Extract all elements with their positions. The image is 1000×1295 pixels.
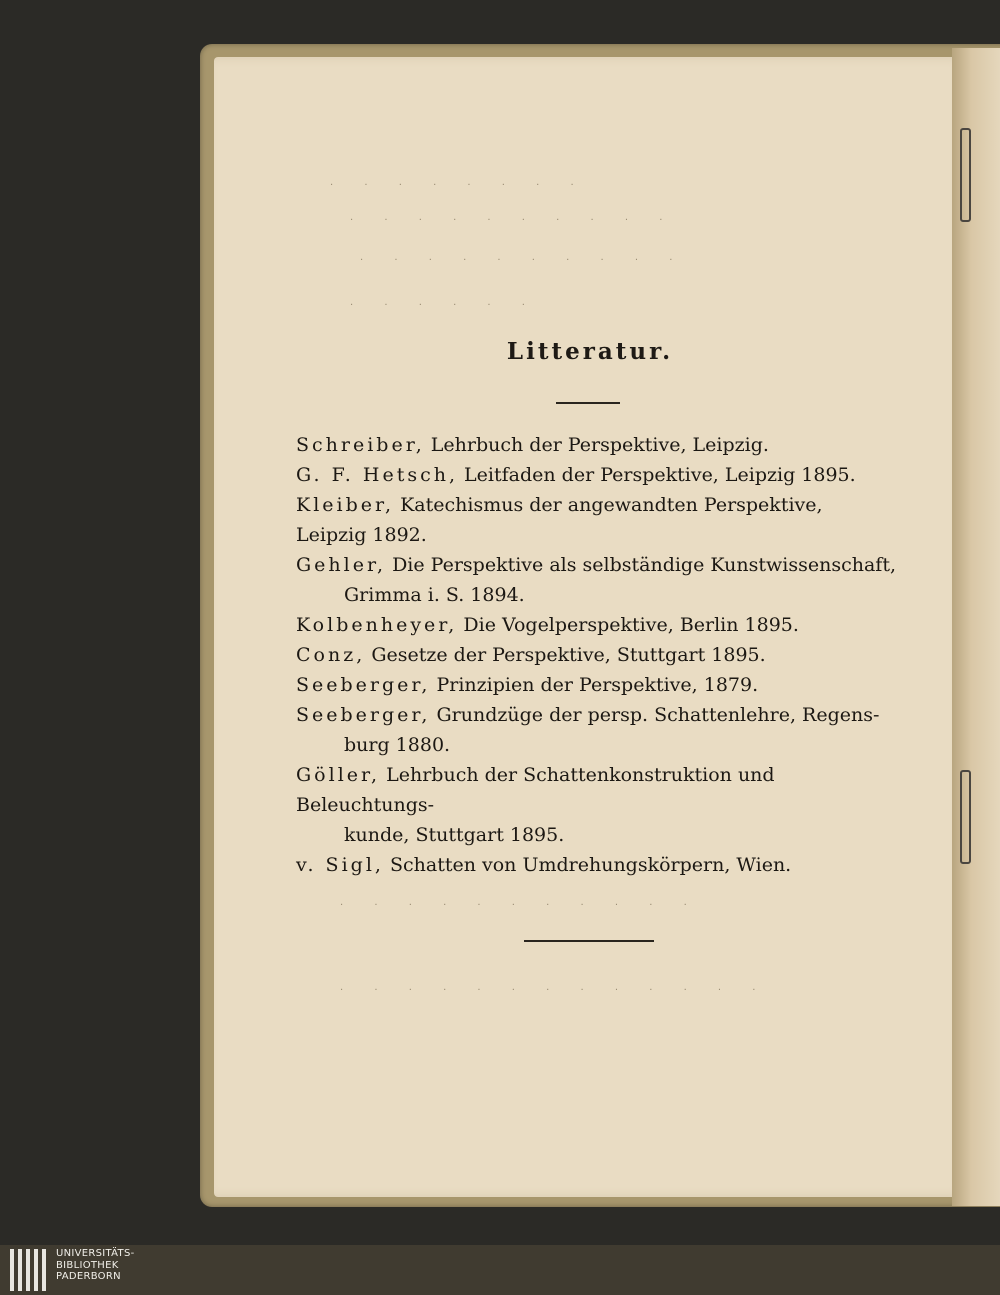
entry-author: G. F. Hetsch, — [296, 464, 458, 486]
show-through-dots: · · · · · · · · · · — [350, 215, 677, 226]
entry-author: Seeberger, — [296, 674, 431, 696]
entry-author: Göller, — [296, 764, 381, 786]
show-through-dots: · · · · · · · · — [330, 180, 588, 191]
library-name-line: UNIVERSITÄTS- — [56, 1248, 135, 1259]
entry-author: Kleiber, — [296, 494, 395, 516]
closing-rule — [524, 940, 654, 942]
entry-author: Seeberger, — [296, 704, 431, 726]
entry-text: Gesetze der Perspektive, Stuttgart 1895. — [371, 644, 766, 666]
entry-author: Schreiber, — [296, 434, 425, 456]
literature-entry — [296, 460, 896, 490]
entry-text: Schatten von Umdrehungskörpern, Wien. — [389, 854, 792, 876]
entry-author: Conz, — [296, 644, 366, 666]
entry-text: Lehrbuch der Perspektive, Leipzig. — [430, 434, 769, 456]
library-footer — [0, 1245, 1000, 1295]
entry-text: Die Perspektive als selbständige Kunstwissenschaft, — [392, 554, 896, 576]
staple-icon — [960, 770, 971, 864]
show-through-dots: · · · · · · · · · · — [360, 255, 687, 266]
library-name-line: PADERBORN — [56, 1271, 121, 1282]
literature-entry — [296, 640, 896, 670]
entry-text: Lehrbuch der Schattenkonstruktion und Beleuchtungs- — [296, 764, 775, 816]
show-through-dots: · · · · · · — [350, 300, 539, 311]
entry-continuation: Grimma i. S. 1894. — [344, 584, 525, 606]
staple-icon — [960, 128, 971, 222]
entry-author: Gehler, — [296, 554, 387, 576]
library-name — [56, 1248, 135, 1283]
entry-text: Prinzipien der Perspektive, 1879. — [436, 674, 759, 696]
literature-list — [296, 430, 896, 880]
heading-rule — [556, 402, 620, 404]
show-through-dots: · · · · · · · · · · · — [340, 900, 701, 911]
library-name-line: BIBLIOTHEK — [56, 1259, 119, 1271]
entry-text: Katechismus der angewandten Perspektive, Leipzig 1892. — [296, 494, 823, 546]
entry-author: Kolbenheyer, — [296, 614, 458, 636]
entry-text: Leitfaden der Perspektive, Leipzig 1895. — [464, 464, 856, 486]
entry-author: v. Sigl, — [296, 854, 384, 876]
literature-entry — [296, 670, 896, 700]
literature-entry — [296, 550, 896, 610]
library-logo-icon — [10, 1249, 50, 1291]
show-through-dots: · · · · · · · · · · · · · — [340, 985, 770, 996]
literature-entry — [296, 610, 896, 640]
page-heading: Litteratur. — [506, 338, 674, 365]
literature-entry — [296, 700, 896, 760]
entry-text: Grundzüge der persp. Schattenlehre, Regens- — [436, 704, 880, 726]
literature-entry — [296, 490, 896, 550]
page-gutter — [952, 48, 1000, 1206]
literature-entry — [296, 430, 896, 460]
entry-continuation: burg 1880. — [344, 734, 451, 756]
literature-entry — [296, 760, 896, 850]
literature-entry — [296, 850, 896, 880]
entry-text: Die Vogelperspektive, Berlin 1895. — [463, 614, 799, 636]
entry-continuation: kunde, Stuttgart 1895. — [344, 824, 565, 846]
